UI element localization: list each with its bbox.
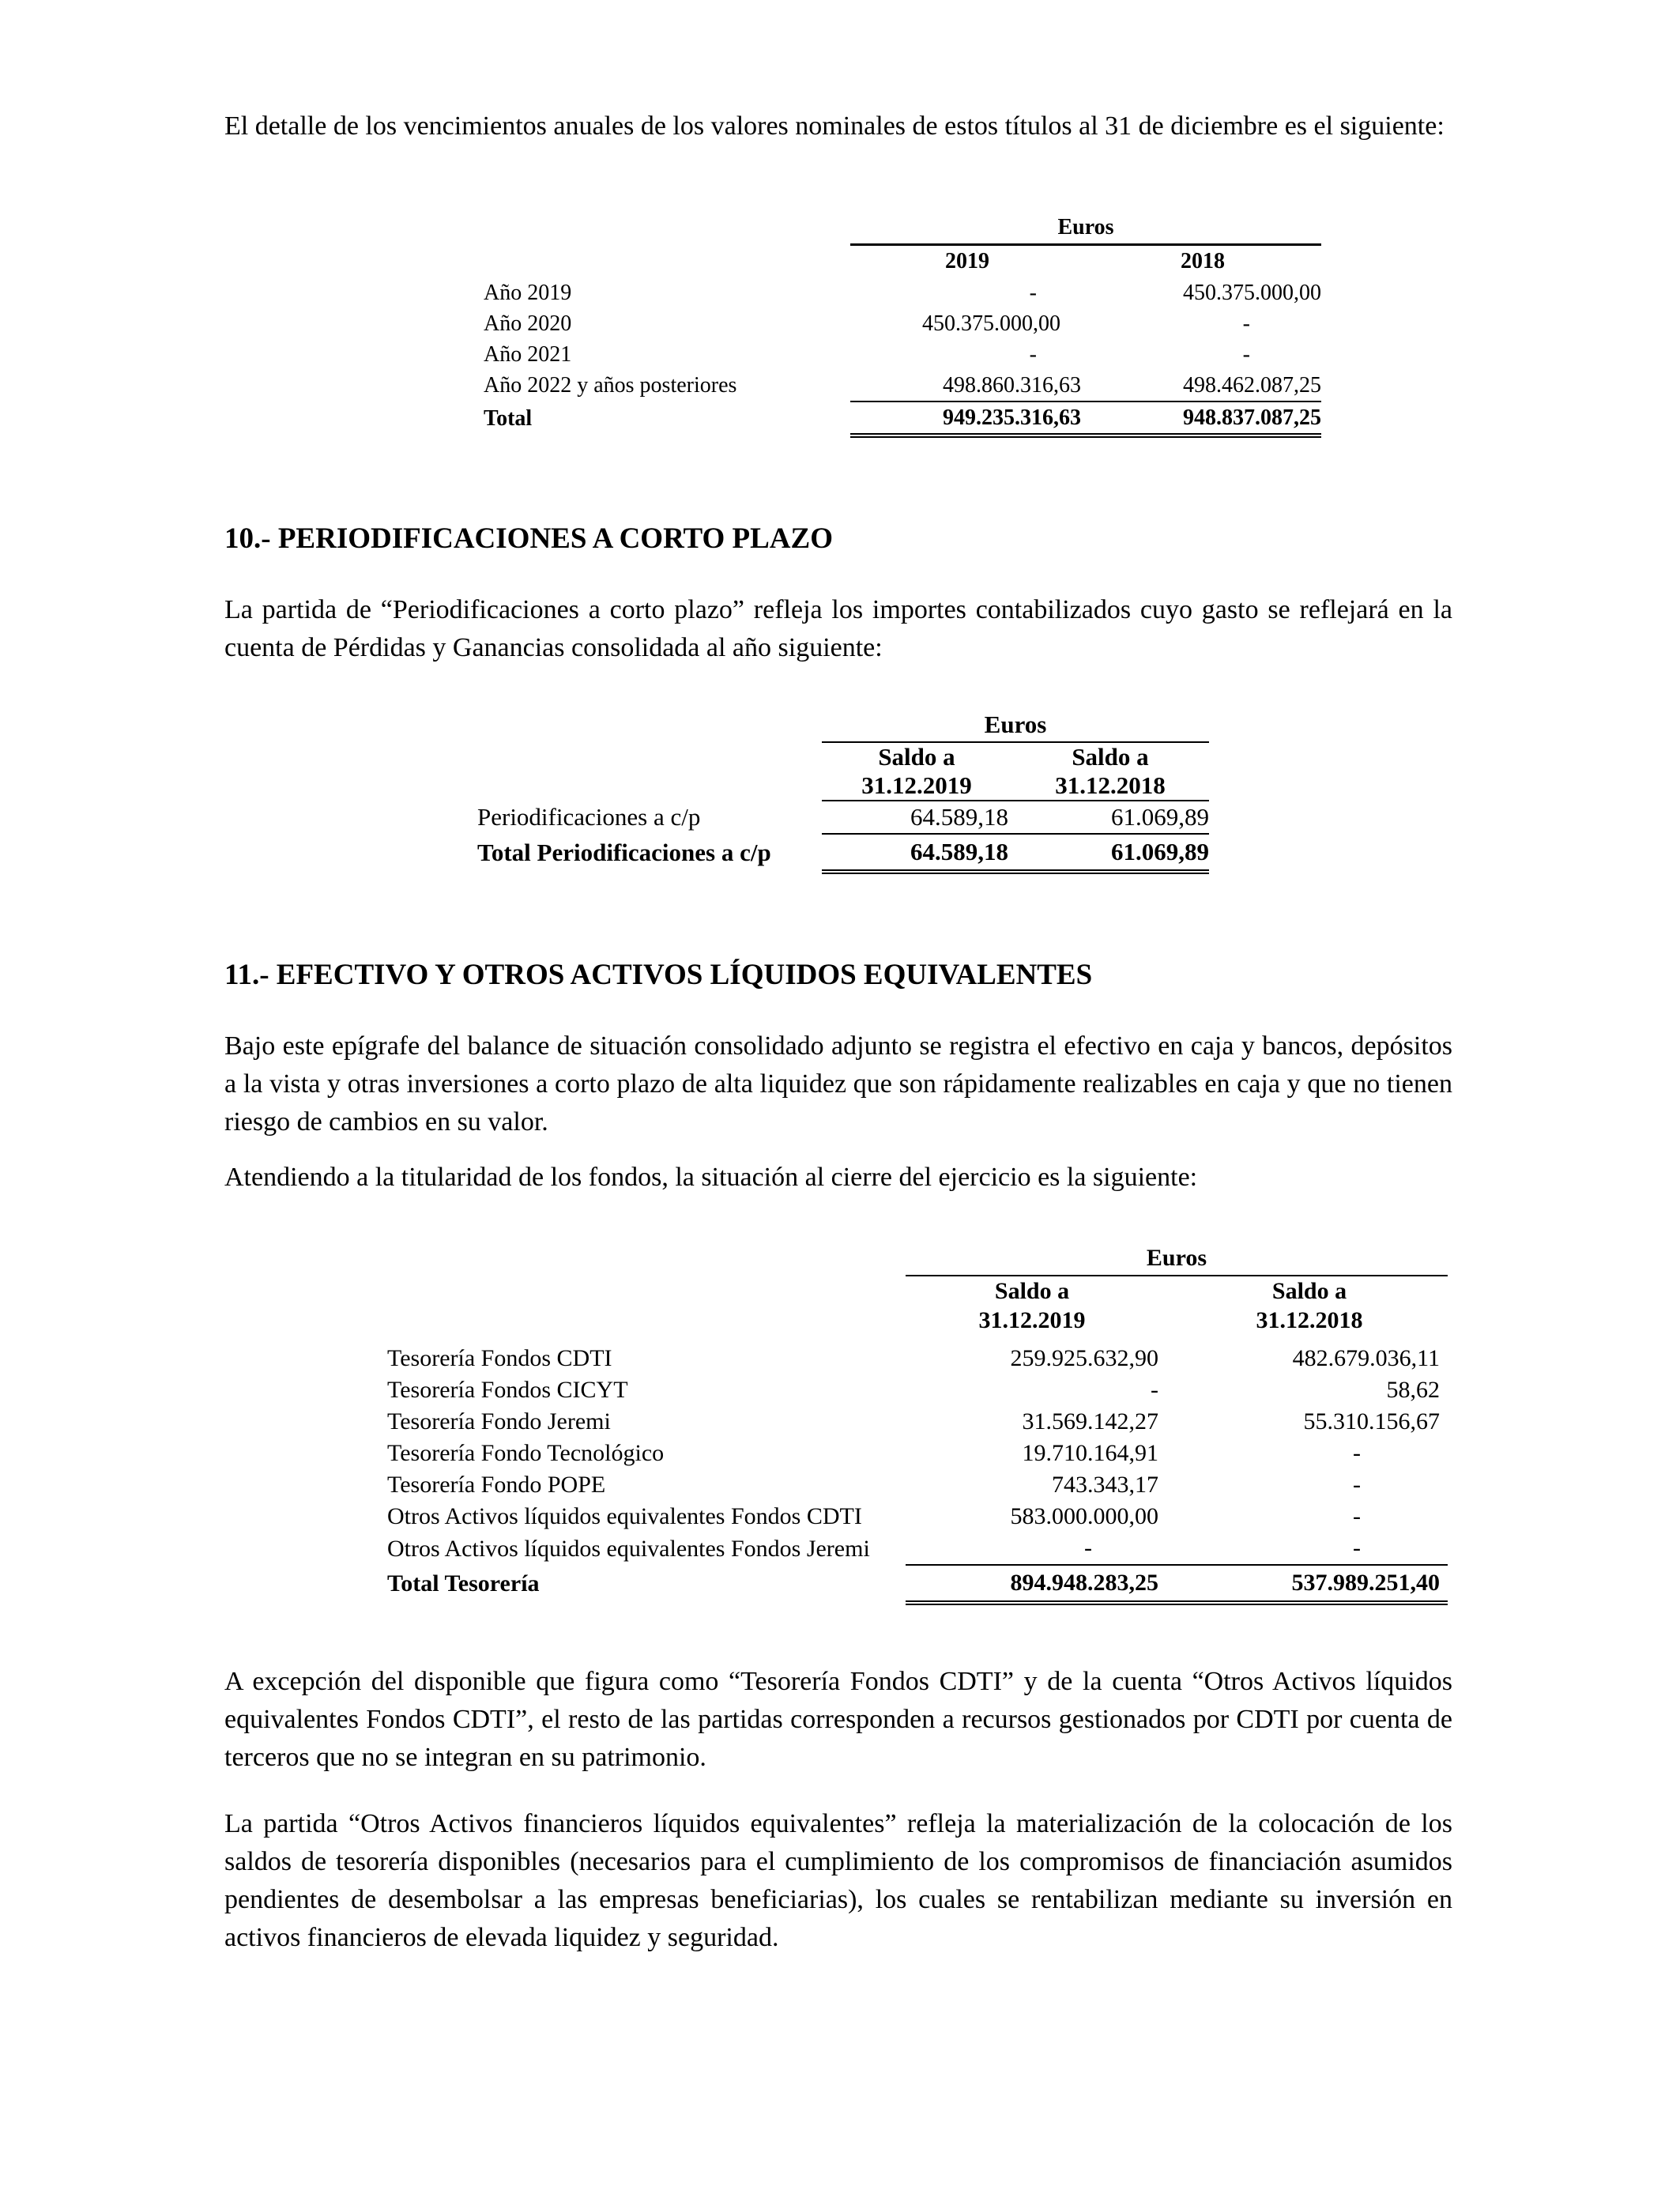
row-value-2019: 31.569.142,27 <box>1022 1408 1158 1434</box>
section-11-heading: 11.- EFECTIVO Y OTROS ACTIVOS LÍQUIDOS EQUIVALENTES <box>224 959 1093 991</box>
column-header-2018-line2: 31.12.2018 <box>1055 771 1166 799</box>
closing-paragraph: A excepción del disponible que figura como “Tesorería Fondos CDTI” y de la cuenta “Otros Activos líquidos equivalentes Fondos CDTI”, el resto de las partidas corresponden a recursos gestionados por CDTI por cuenta de terceros que no se integran en su patrimonio. <box>224 1667 1452 1772</box>
row-label: Año 2022 y años posteriores <box>484 373 737 398</box>
intro-paragraph: El detalle de los vencimientos anuales de los valores nominales de estos títulos al 31 de diciembre es el siguiente: <box>224 111 1445 141</box>
section-10-heading: 10.- PERIODIFICACIONES A CORTO PLAZO <box>224 522 833 555</box>
row-value-2018: - <box>1242 341 1250 367</box>
row-value-2018: - <box>1179 1532 1448 1565</box>
tesoreria-table <box>387 1242 1448 1605</box>
table-row <box>484 277 1321 308</box>
row-value-2018: - <box>1353 1440 1361 1466</box>
total-value-2019: 949.235.316,63 <box>850 401 1084 435</box>
section-10-paragraph: La partida de “Periodificaciones a corto plazo” refleja los importes contabilizados cuyo gasto se reflejará en la cuenta de Pérdidas y Ganancias consolidada al año siguiente: <box>224 595 1452 662</box>
table-row <box>387 1438 1448 1469</box>
column-header-2019: 2019 <box>945 249 989 273</box>
column-header-2018-line1: Saldo a <box>1271 1278 1347 1304</box>
row-label: Tesorería Fondos CDTI <box>387 1345 612 1371</box>
row-value-2018: 58,62 <box>1386 1377 1440 1403</box>
total-label: Total Periodificaciones a c/p <box>477 839 771 866</box>
table-row <box>387 1343 1448 1374</box>
table-row <box>387 1501 1448 1532</box>
table-row <box>387 1406 1448 1438</box>
row-label: Tesorería Fondos CICYT <box>387 1377 628 1403</box>
row-value-2019: 498.860.316,63 <box>943 372 1081 398</box>
row-label: Periodificaciones a c/p <box>477 803 701 831</box>
closing-paragraph-2: La partida “Otros Activos financieros líquidos equivalentes” refleja la materialización de la colocación de los saldos de tesorería disponibles (necesarios para el cumplimiento de los compromisos de financiación asumidos pendientes de desembolsar a las empresas beneficiarias), los cuales se rentabilizan mediante su inversión en activos financieros de elevada liquidez y seguridad. <box>224 1809 1452 1952</box>
table-row <box>387 1469 1448 1501</box>
table-row <box>387 1532 1448 1565</box>
column-header-2019-line2: 31.12.2019 <box>861 771 972 799</box>
row-label: Año 2019 <box>484 280 572 305</box>
table-row <box>484 370 1321 401</box>
total-value-2018: 61.069,89 <box>1011 834 1209 872</box>
row-label: Tesorería Fondo Tecnológico <box>387 1440 665 1466</box>
column-header-2019-line1: Saldo a <box>994 1278 1070 1304</box>
table-row <box>484 339 1321 370</box>
currency-header: Euros <box>822 708 1209 742</box>
column-header-2019-line2: 31.12.2019 <box>978 1307 1086 1333</box>
total-value-2018: 537.989.251,40 <box>1179 1565 1448 1603</box>
total-row <box>477 834 1209 872</box>
row-value-2018: - <box>1353 1503 1361 1529</box>
row-value-2019: 64.589,18 <box>822 801 1011 834</box>
row-value-2018: 450.375.000,00 <box>1183 280 1321 305</box>
row-value-2019: 743.343,17 <box>1052 1472 1158 1498</box>
row-value-2019: - <box>906 1532 1179 1565</box>
row-label: Año 2020 <box>484 311 572 336</box>
column-header-2018-line1: Saldo a <box>1072 743 1149 771</box>
row-value-2019: - <box>1151 1377 1158 1403</box>
row-label: Año 2021 <box>484 341 572 367</box>
row-label: Otros Activos líquidos equivalentes Fondos Jeremi <box>387 1535 870 1562</box>
row-value-2018: - <box>1242 311 1250 336</box>
total-value-2019: 64.589,18 <box>822 834 1011 872</box>
column-header-2019-line1: Saldo a <box>878 743 955 771</box>
row-value-2018: 482.679.036,11 <box>1292 1345 1440 1371</box>
row-label: Tesorería Fondo Jeremi <box>387 1408 611 1434</box>
total-value-2018: 948.837.087,25 <box>1084 401 1321 435</box>
row-value-2018: 498.462.087,25 <box>1183 372 1321 398</box>
table-row <box>387 1374 1448 1406</box>
row-label: Otros Activos líquidos equivalentes Fondos CDTI <box>387 1503 862 1529</box>
row-value-2019: - <box>1029 280 1037 305</box>
row-label: Tesorería Fondo POPE <box>387 1472 606 1498</box>
total-value-2019: 894.948.283,25 <box>906 1565 1179 1603</box>
total-row <box>484 401 1321 435</box>
row-value-2019: - <box>1029 341 1037 367</box>
section-11-paragraph: Bajo este epígrafe del balance de situación consolidado adjunto se registra el efectivo en caja y bancos, depósitos a la vista y otras inversiones a corto plazo de alta liquidez que son rápidamente realizables en caja y que no tienen riesgo de cambios en su valor. <box>224 1031 1452 1137</box>
total-row <box>387 1565 1448 1603</box>
row-value-2018: 55.310.156,67 <box>1303 1408 1440 1434</box>
row-value-2019: 19.710.164,91 <box>1022 1440 1158 1466</box>
periodificaciones-table <box>477 708 1209 874</box>
currency-header: Euros <box>850 212 1321 245</box>
column-header-2018: 2018 <box>1181 249 1225 273</box>
row-value-2019: 450.375.000,00 <box>922 311 1060 336</box>
section-11-paragraph-2: Atendiendo a la titularidad de los fondos, la situación al cierre del ejercicio es la siguiente: <box>224 1163 1198 1192</box>
total-label: Total Tesorería <box>387 1570 540 1596</box>
currency-header: Euros <box>906 1242 1448 1276</box>
total-label: Total <box>484 405 533 431</box>
row-value-2019: 259.925.632,90 <box>1010 1345 1158 1371</box>
table-row <box>477 801 1209 834</box>
row-value-2019: 583.000.000,00 <box>1010 1503 1158 1529</box>
table-row <box>484 308 1321 339</box>
column-header-2018-line2: 31.12.2018 <box>1256 1307 1363 1333</box>
maturity-table <box>484 212 1321 438</box>
row-value-2018: - <box>1353 1472 1361 1498</box>
row-value-2018: 61.069,89 <box>1011 801 1209 834</box>
